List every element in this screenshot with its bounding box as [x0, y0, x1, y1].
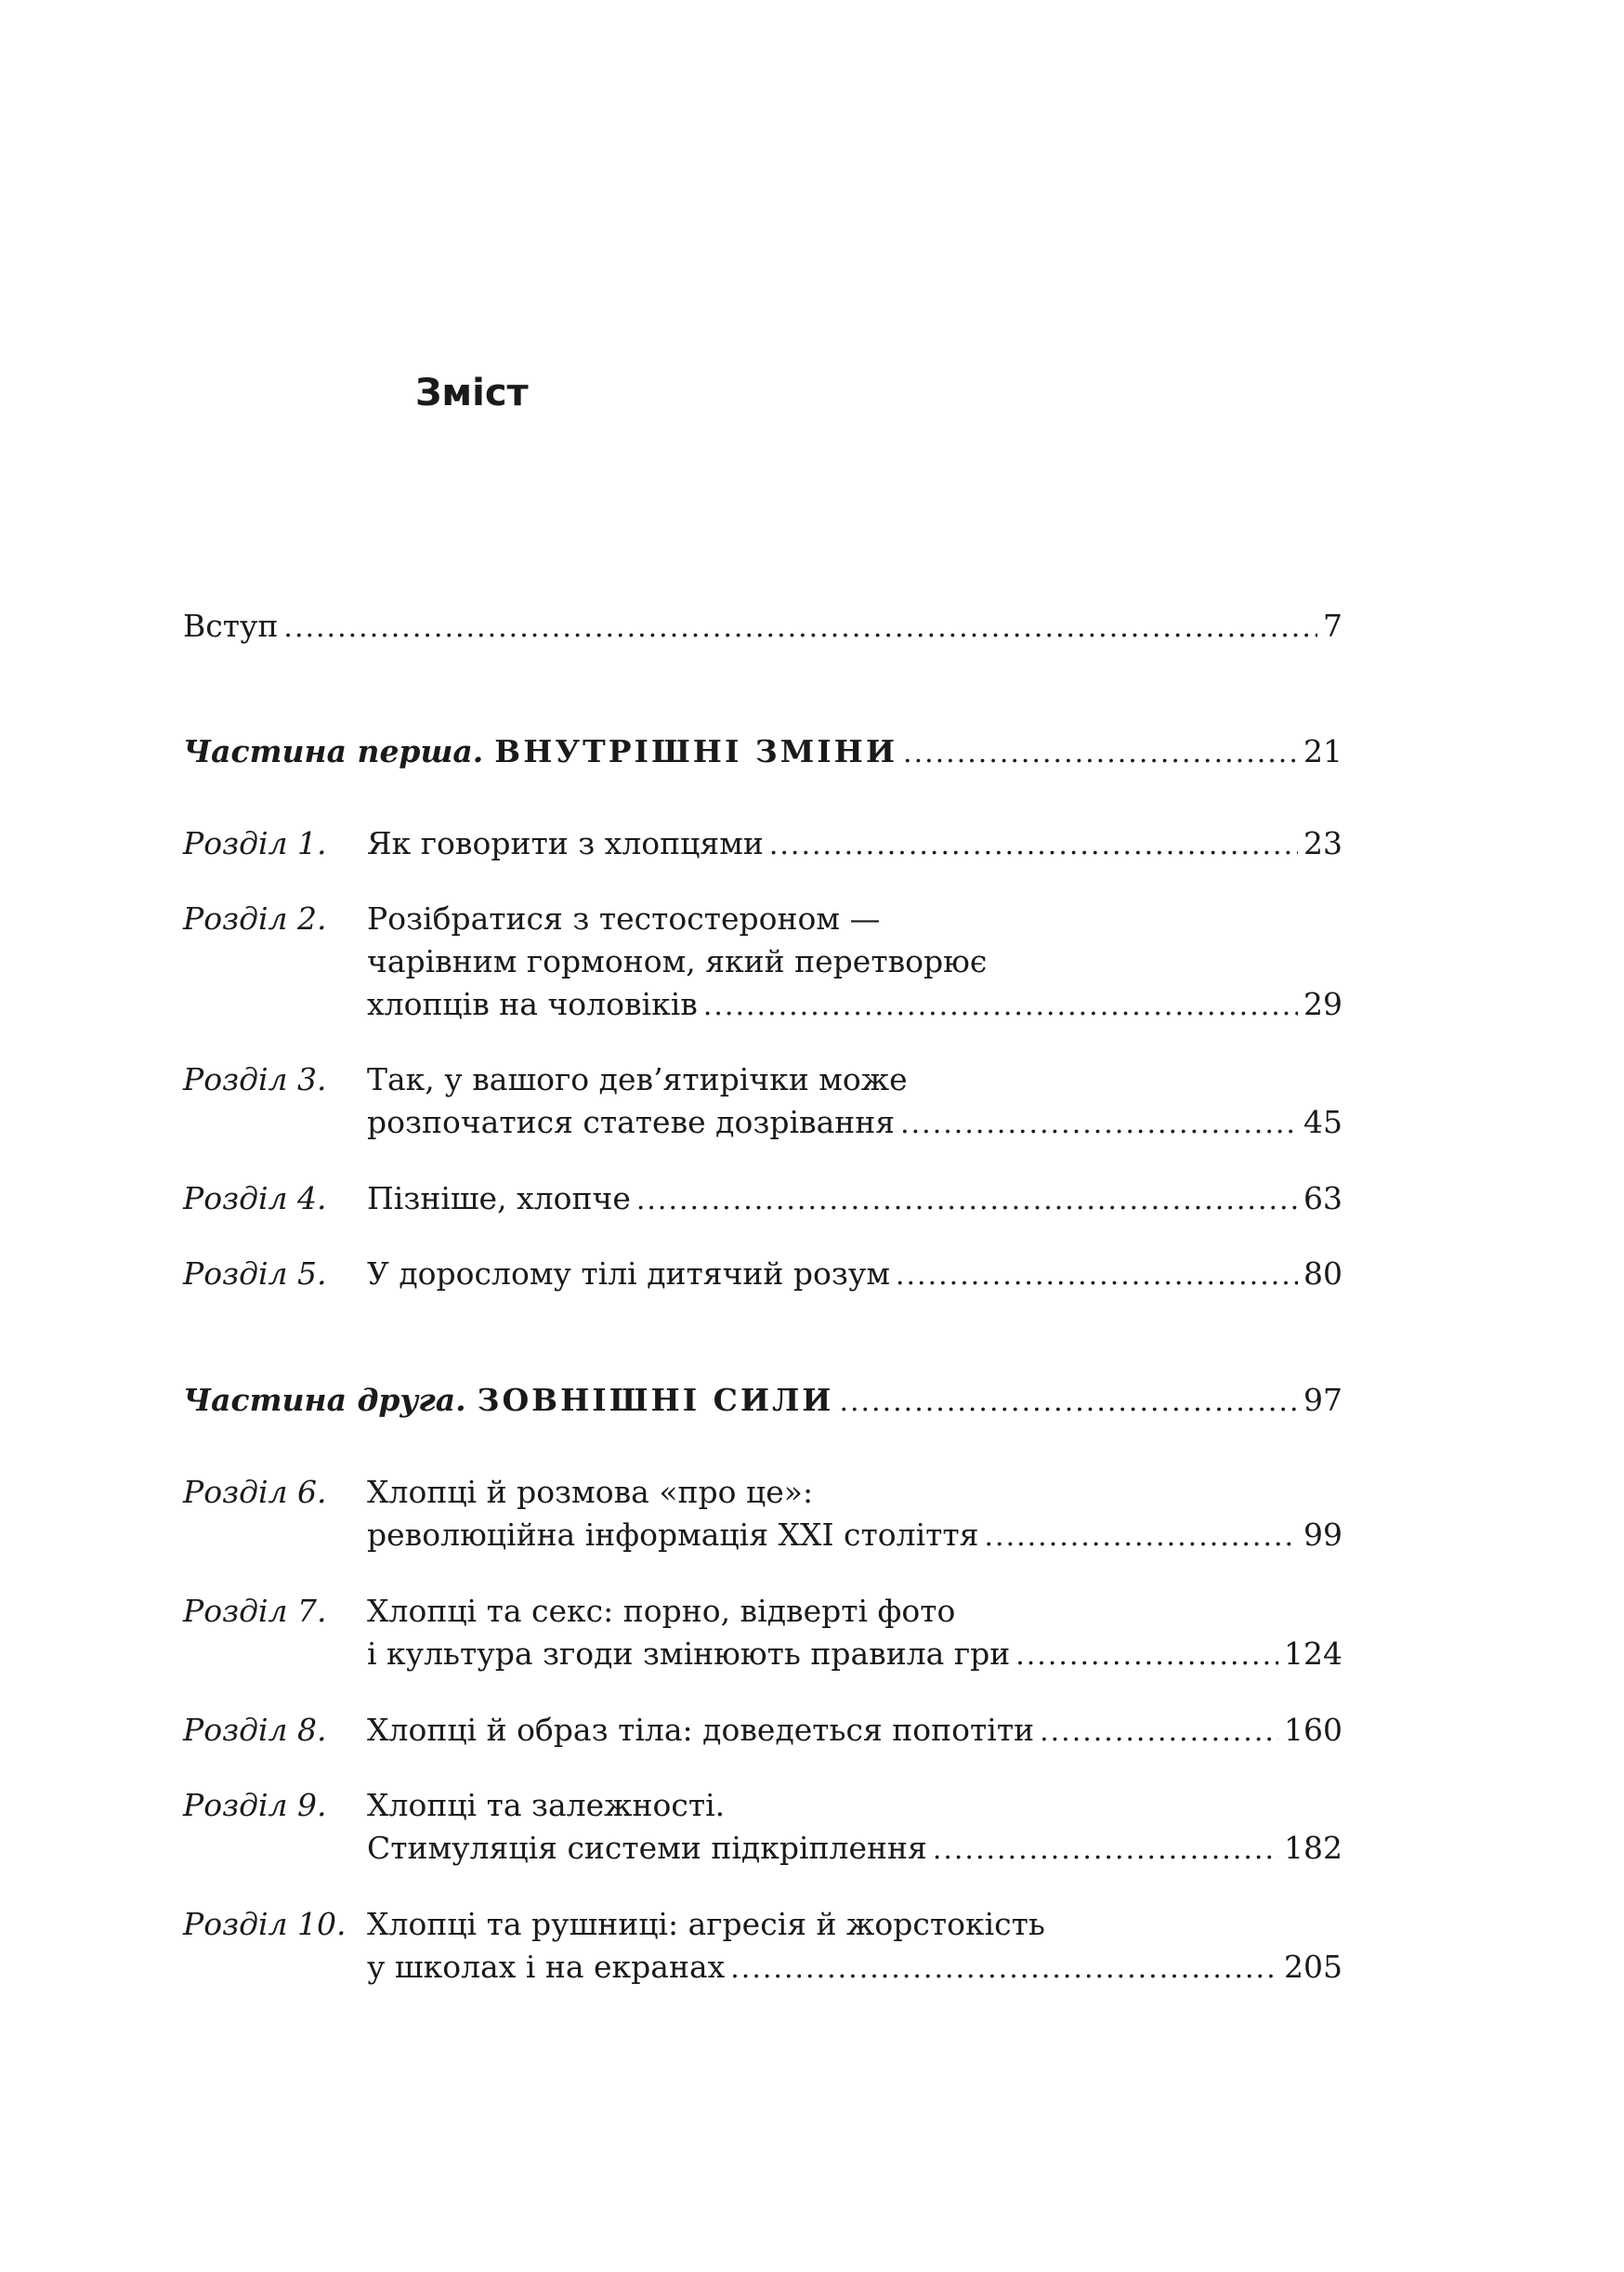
- page-number: 182: [1284, 1830, 1342, 1866]
- part-title: ЗОВНІШНІ СИЛИ: [477, 1382, 834, 1418]
- page-number: 205: [1284, 1949, 1342, 1985]
- chapter-title-line: Стимуляція системи підкріплення: [367, 1830, 927, 1866]
- page-number: 45: [1303, 1104, 1342, 1140]
- page-number: 29: [1303, 986, 1342, 1022]
- chapter-title-line: Хлопці та залежності.: [367, 1787, 726, 1823]
- chapter-label: Розділ 7.: [183, 1593, 327, 1629]
- page-number: 7: [1323, 608, 1342, 644]
- page-number: 97: [1303, 1382, 1342, 1418]
- chapter-title-line: розпочатися статеве дозрівання: [367, 1104, 896, 1140]
- chapter-title-line: Розібратися з тестостероном —: [367, 900, 881, 937]
- chapter-label: Розділ 10.: [183, 1906, 347, 1942]
- part-title: ВНУТРІШНІ ЗМІНИ: [494, 733, 898, 769]
- page-number: 160: [1284, 1712, 1342, 1748]
- chapter-label: Розділ 3.: [183, 1061, 327, 1097]
- page-number: 23: [1303, 825, 1342, 861]
- dot-leader: [730, 1948, 1278, 1990]
- chapter-label: Розділ 1.: [183, 825, 327, 861]
- page-number: 63: [1303, 1180, 1342, 1216]
- chapter-title-line: Хлопці й образ тіла: доведеться попотіти: [367, 1712, 1035, 1748]
- chapter-title-line: Хлопці та рушниці: агресія й жорстокість: [367, 1906, 1045, 1942]
- page-title: Зміст: [415, 372, 529, 414]
- part-label: Частина перша.: [183, 733, 484, 769]
- chapter-title-line: Так, у вашого дев’ятирічки може: [367, 1061, 908, 1097]
- dot-leader: [985, 1516, 1299, 1558]
- chapter-title-line: Як говорити з хлопцями: [367, 825, 764, 861]
- page-number: 99: [1303, 1517, 1342, 1553]
- chapter-label: Розділ 5.: [183, 1255, 327, 1292]
- chapter-title-line: Пізніше, хлопче: [367, 1180, 631, 1216]
- chapter-label: Розділ 4.: [183, 1180, 327, 1216]
- dot-leader: [703, 985, 1298, 1028]
- dot-leader: [896, 1254, 1298, 1297]
- chapter-title-line: У дорослому тілі дитячий розум: [367, 1255, 890, 1292]
- part-label: Частина друга.: [183, 1382, 466, 1418]
- chapter-title-line: хлопців на чоловіків: [367, 986, 698, 1022]
- chapter-label: Розділ 2.: [183, 900, 327, 937]
- chapter-label: Розділ 8.: [183, 1712, 327, 1748]
- chapter-label: Розділ 6.: [183, 1474, 327, 1510]
- chapter-label: Розділ 9.: [183, 1787, 327, 1823]
- toc-entry-text: Вступ: [183, 608, 279, 644]
- dot-leader: [933, 1829, 1278, 1871]
- chapter-title-line: чарівним гормоном, який перетворює: [367, 943, 988, 979]
- dot-leader: [769, 824, 1298, 867]
- page-number: 21: [1303, 733, 1342, 769]
- dot-leader: [283, 607, 1317, 650]
- dot-leader: [903, 732, 1298, 775]
- chapter-title-line: і культура згоди змінюють правила гри: [367, 1635, 1011, 1672]
- chapter-title-line: Хлопці й розмова «про це»:: [367, 1474, 814, 1510]
- chapter-title-line: у школах і на екранах: [367, 1949, 726, 1985]
- page-number: 80: [1303, 1255, 1342, 1292]
- dot-leader: [839, 1381, 1298, 1424]
- dot-leader: [900, 1103, 1298, 1146]
- chapter-title-line: Хлопці та секс: порно, відверті фото: [367, 1593, 956, 1629]
- dot-leader: [1040, 1711, 1278, 1753]
- dot-leader: [636, 1179, 1298, 1222]
- page-number: 124: [1284, 1635, 1342, 1672]
- chapter-title-line: революційна інформація XXI століття: [367, 1517, 979, 1553]
- dot-leader: [1015, 1635, 1278, 1677]
